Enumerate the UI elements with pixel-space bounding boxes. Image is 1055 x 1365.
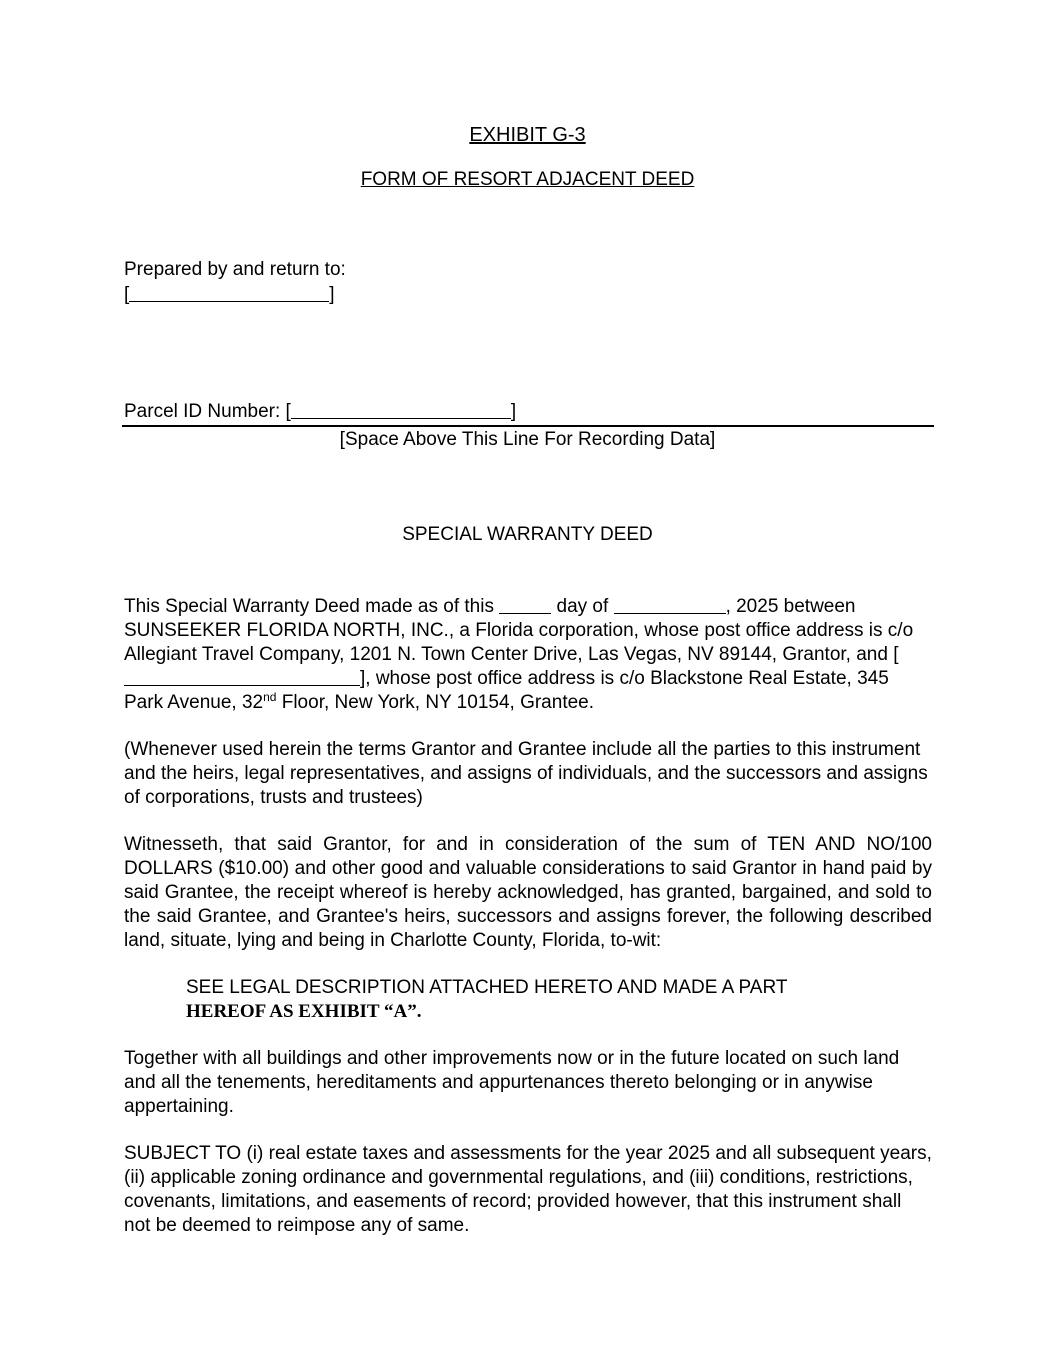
text-span: This Special Warranty Deed made as of this (124, 596, 500, 617)
text-span: ], whose post office address is c/o Blackstone Real Estate, 345 Park Avenue, 32 (124, 668, 889, 713)
prepared-by-label: Prepared by and return to: (124, 259, 346, 280)
deed-paragraph-parties (124, 595, 932, 715)
blank-line (124, 667, 360, 686)
bracket-open: [ (124, 284, 130, 305)
blank-line (499, 595, 551, 614)
deed-paragraph-subject-to: SUBJECT TO (i) real estate taxes and assessments for the year 2025 and all subsequent years, (ii) applicable zoning ordinance and governmental regulations, and (iii) conditions, restrictions, covenants, limitations, and easements of record; provided however, that this instrument shall not be deemed to reimpose any of same. (124, 1143, 932, 1236)
prepared-by-blank (124, 283, 934, 307)
recording-note: [Space Above This Line For Recording Data] (339, 429, 716, 450)
deed-paragraph-together: Together with all buildings and other improvements now or in the future located on such land and all the tenements, hereditaments and appurtenances thereto belonging or in anywise appertaining. (124, 1048, 900, 1117)
bracket-close: ] (329, 284, 335, 305)
recording-divider (122, 425, 934, 427)
parcel-id-label: Parcel ID Number: [ (124, 401, 291, 422)
blank-line (291, 400, 511, 419)
form-title: FORM OF RESORT ADJACENT DEED (360, 169, 695, 190)
blank-line (129, 283, 329, 302)
legal-description (186, 976, 906, 1024)
deed-paragraph-witnesseth: Witnesseth, that said Grantor, for and in consideration of the sum of TEN AND NO/100 DOLLARS ($10.00) and other good and valuable considerations to said Grantor in hand paid by said Grantee, the receipt whereof is hereby acknowledged, has granted, bargained, and sold to the said Grantee, and Grantee's heirs, successors and assigns forever, the following described land, situate, lying and being in Charlotte County, Florida, to-wit: (124, 834, 932, 951)
blank-line (614, 595, 726, 614)
legal-line-1: SEE LEGAL DESCRIPTION ATTACHED HERETO AND MADE A PART (186, 977, 788, 998)
text-span: day of (551, 596, 614, 617)
text-span: [ (893, 644, 899, 665)
legal-line-2: HEREOF AS EXHIBIT “A”. (186, 1001, 422, 1022)
text-span: , 2025 between SUNSEEKER FLORIDA NORTH, INC., a Florida corporation, whose post office address is c/o Allegiant Travel Company, 1201 N. Town Center Drive, Las Vegas, NV 89144, Grantor, and (124, 596, 914, 665)
parcel-id-line (124, 400, 934, 424)
bracket-close: ] (510, 401, 517, 422)
deed-paragraph-definitions: (Whenever used herein the terms Grantor and Grantee include all the parties to this instrument and the heirs, legal representatives, and assigns of individuals, and the successors and assigns of corporations, trusts and trustees) (124, 739, 928, 808)
exhibit-title: EXHIBIT G-3 (469, 124, 586, 146)
text-span: Floor, New York, NY 10154, Grantee. (276, 692, 595, 713)
superscript: nd (263, 690, 277, 704)
deed-title: SPECIAL WARRANTY DEED (402, 524, 653, 545)
